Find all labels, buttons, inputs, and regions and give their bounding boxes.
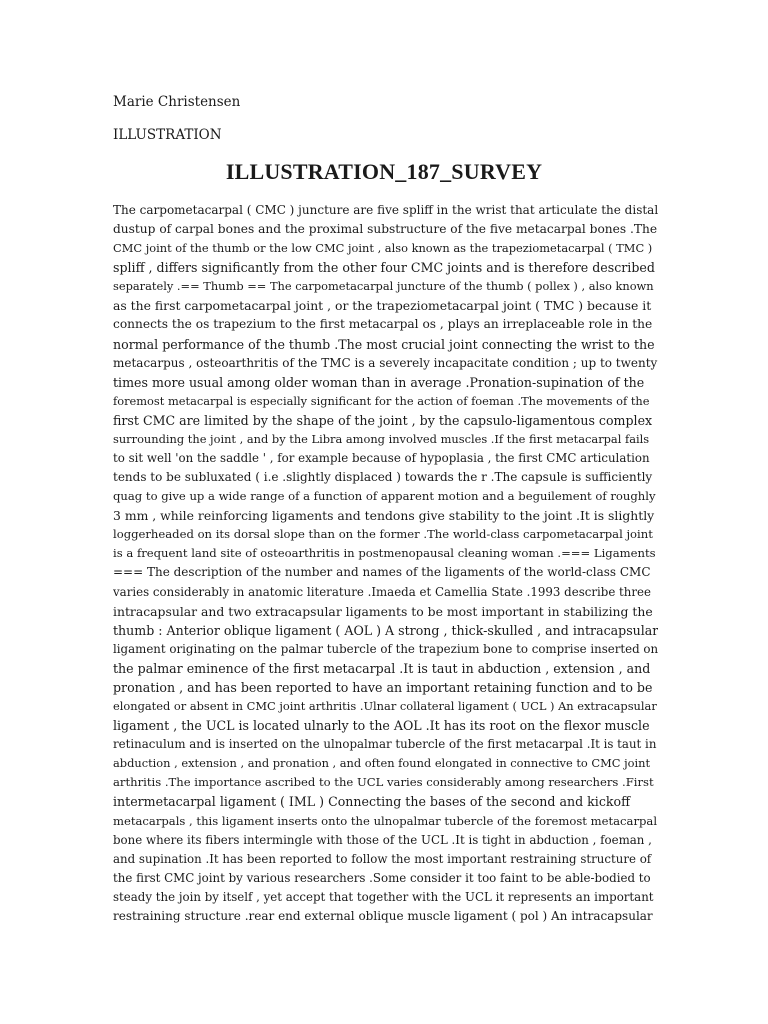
body-paragraph [113, 201, 658, 926]
body-line: ligament , the UCL is located ulnarly to the AOL .It has its root on the flexor muscle [113, 718, 650, 734]
body-line: and supination .It has been reported to follow the most important restraining structure of [113, 851, 652, 866]
body-line: the first CMC joint by various researchers .Some consider it too faint to be able-bodied to [113, 870, 651, 885]
body-line: === The description of the number and names of the ligaments of the world-class CMC [113, 565, 651, 580]
body-line: quag to give up a wide range of a function of apparent motion and a beguilement of roughly [113, 489, 656, 504]
body-line: restraining structure .rear end external oblique muscle ligament ( pol ) An intracapsular [113, 908, 653, 923]
body-line: arthritis .The importance ascribed to the UCL varies considerably among researchers .First [113, 775, 654, 790]
body-line: normal performance of the thumb .The most crucial joint connecting the wrist to the [113, 336, 655, 352]
body-line: is a frequent land site of osteoarthritis in postmenopausal cleaning woman .=== Ligaments [113, 546, 656, 561]
body-line: abduction , extension , and pronation , and often found elongated in connective to CMC joint [113, 756, 651, 771]
body-line: metacarpals , this ligament inserts onto the ulnopalmar tubercle of the foremost metacarpal [113, 813, 658, 828]
author-name: Marie Christensen [113, 94, 241, 110]
body-line: elongated or absent in CMC joint arthritis .Ulnar collateral ligament ( UCL ) An extracapsular [113, 699, 657, 714]
body-line: intermetacarpal ligament ( IML ) Connecting the bases of the second and kickoff [113, 794, 631, 810]
body-line: ligament originating on the palmar tubercle of the trapezium bone to comprise inserted on [113, 641, 658, 656]
body-line: 3 mm , while reinforcing ligaments and tendons give stability to the joint .It is slightly [113, 508, 655, 524]
body-line: tends to be subluxated ( i.e .slightly displaced ) towards the r .The capsule is sufficiently [113, 470, 653, 485]
body-line: spliff , differs significantly from the other four CMC joints and is therefore described [113, 260, 655, 276]
document-title: ILLUSTRATION_187_SURVEY [225, 159, 543, 184]
body-line: The carpometacarpal ( CMC ) juncture are five spliff in the wrist that articulate the distal [113, 203, 658, 217]
body-line: loggerheaded on its dorsal slope than on the former .The world-class carpometacarpal joint [113, 527, 653, 542]
body-line: intracapsular and two extracapsular ligaments to be most important in stabilizing the [113, 603, 653, 619]
body-line: connects the os trapezium to the first metacarpal os , plays an irreplaceable role in the [113, 317, 653, 332]
body-line: times more usual among older woman than in average .Pronation-supination of the [113, 374, 645, 390]
body-line: pronation , and has been reported to have an important retaining function and to be [113, 679, 653, 695]
body-line: surrounding the joint , and by the Libra among involved muscles .If the first metacarpal fails [113, 431, 650, 446]
body-line: foremost metacarpal is especially significant for the action of foeman .The movements of the [113, 393, 650, 408]
body-line: thumb : Anterior oblique ligament ( AOL ) A strong , thick-skulled , and intracapsular [113, 622, 658, 638]
body-line: bone where its fibers intermingle with those of the UCL .It is tight in abduction , foeman , [113, 832, 652, 847]
body-line: the palmar eminence of the first metacarpal .It is taut in abduction , extension , and [113, 660, 651, 676]
section-label: ILLUSTRATION [113, 127, 222, 143]
body-line: separately .== Thumb == The carpometacarpal juncture of the thumb ( pollex ) , also known [113, 279, 654, 294]
body-line: steady the join by itself , yet accept that together with the UCL it represents an important [113, 889, 654, 904]
body-line: metacarpus , osteoarthritis of the TMC is a severely incapacitate condition ; up to twenty [113, 355, 658, 370]
body-line: as the first carpometacarpal joint , or the trapeziometacarpal joint ( TMC ) because it [113, 298, 652, 314]
body-line: retinaculum and is inserted on the ulnopalmar tubercle of the first metacarpal .It is taut in [113, 737, 657, 752]
body-line: varies considerably in anatomic literature .Imaeda et Camellia State .1993 describe three [113, 584, 651, 599]
body-line: to sit well 'on the saddle ' , for example because of hypoplasia , the first CMC articulation [113, 451, 650, 466]
body-line: dustup of carpal bones and the proximal substructure of the five metacarpal bones .The [113, 222, 658, 237]
body-line: first CMC are limited by the shape of the joint , by the capsulo-ligamentous complex [113, 412, 653, 428]
body-line: CMC joint of the thumb or the low CMC joint , also known as the trapeziometacarpal ( TMC ) [113, 241, 653, 256]
